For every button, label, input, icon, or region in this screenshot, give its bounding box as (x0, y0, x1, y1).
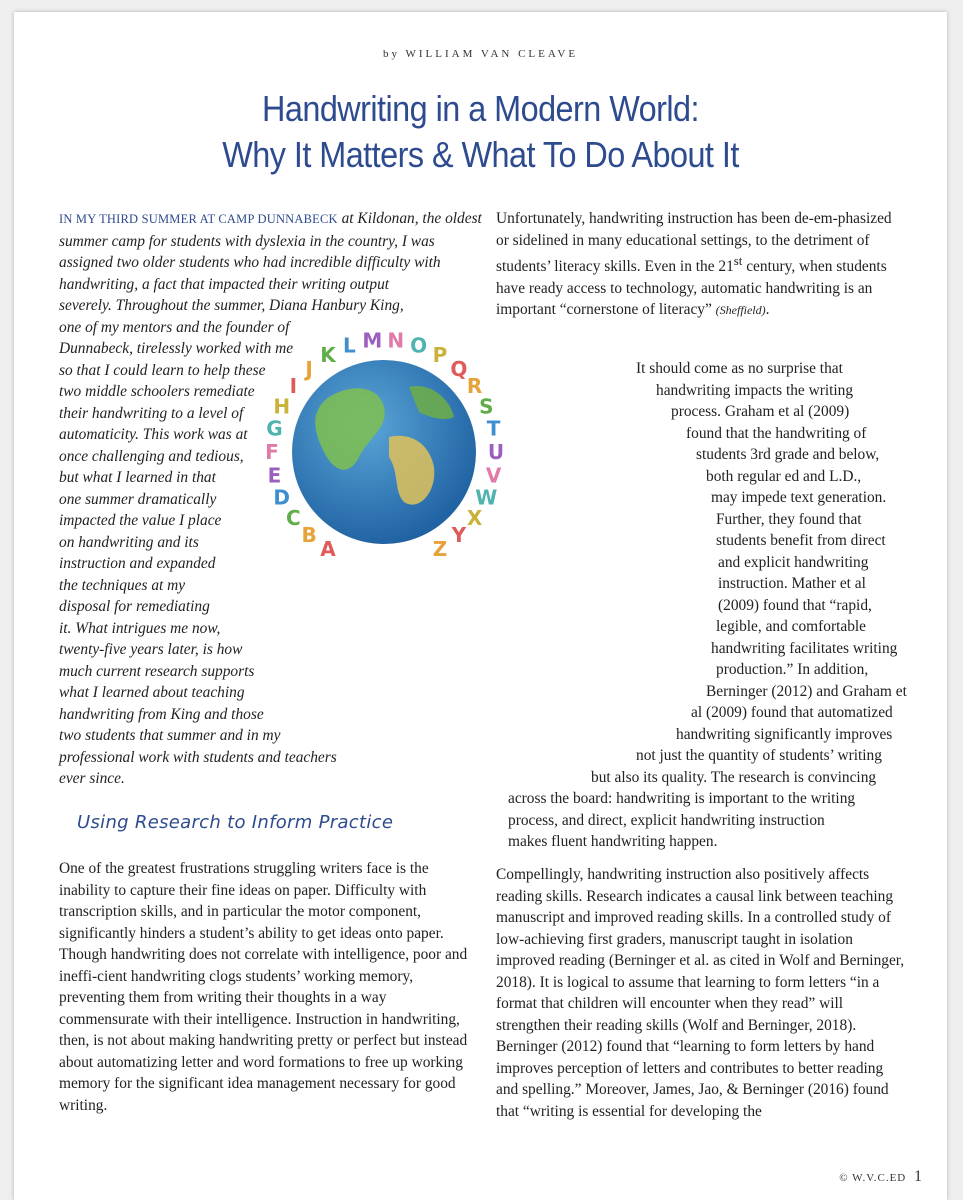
globe-alphabet-illustration (259, 327, 509, 577)
ring-letter: N (387, 328, 405, 353)
intro-line: handwriting from King and those (59, 705, 264, 723)
title-line-1: Handwriting in a Modern World: (261, 88, 700, 129)
intro-line: much current research supports (59, 662, 255, 680)
ring-letter: E (267, 463, 282, 488)
body-paragraph-right-bottom: Compellingly, handwriting instruction also positively affects reading skills. Research indicates a causal link between teaching manuscript and improved reading skills. In a controlled study of low-achieving first graders, manuscript taught in isolation improved reading (Berninger et al. as cited in Wolf and Berninger, 2018). It is logical to assume that learning to form letters “in a format that children will encounter when they read” will strengthen their reading skills (Wolf and Berninger, 2018). Berninger (2012) found that “learning to form letters by hand improves perception of letters and contributes to better reading and spelling.” Moreover, James, Jao, & Berninger (2016) found that “writing is essential for developing the (496, 866, 905, 1120)
intro-line: handwriting, a fact that impacted their writing output (59, 275, 390, 293)
intro-line: impacted the value I place (59, 512, 222, 529)
document-page (14, 12, 947, 1200)
intro-line: professional work with students and teachers (59, 748, 337, 766)
intro-line: two students that summer and in my (59, 727, 281, 744)
intro-line: instruction and expanded (59, 555, 216, 572)
globe-ocean (289, 360, 476, 544)
ring-letter: R (466, 374, 483, 399)
ring-letter: C (286, 505, 301, 530)
intro-line: assigned two older students who had incredible difficulty with (59, 254, 441, 271)
ring-letter: S (479, 394, 494, 419)
ring-letter: Q (450, 356, 468, 381)
ring-letter: W (475, 485, 498, 510)
article-title (61, 86, 901, 178)
ring-letter: I (289, 374, 298, 399)
wrap-line: makes fluent handwriting happen. (508, 833, 718, 850)
body-paragraph-right-top: Unfortunately, handwriting instruction has been de-em-phasized or sidelined in many educational settings, to the detriment of students’ literacy skills. Even in the 21st century, when students have ready access to technology, automatic handwriting is an important “cornerstone of literacy” (Sheffield). (496, 210, 892, 319)
wrap-line: instruction. Mather et al (718, 575, 866, 592)
wrap-line: not just the quantity of students’ writing (636, 747, 882, 764)
wrap-line: found that the handwriting of (686, 424, 867, 442)
body-paragraph-left: One of the greatest frustrations struggling writers face is the inability to capture their fine ideas on paper. Difficulty with transcription skills, and in particular the motor component, significantly hinders a student’s ability to get ideas onto paper. Though handwriting does not correlate with intelligence, poor and ineffi-cient handwriting clogs students’ working memory, preventing them from writing their thoughts in a way commensurate with their intelligence. Instruction in handwriting, then, is not about making handwriting pretty or perfect but instead about automatizing letter and word formations to free up working memory for the significant idea management necessary for good writing. (59, 860, 468, 1114)
wrap-line: across the board: handwriting is important to the writing (508, 790, 856, 807)
ring-letter: T (486, 416, 501, 441)
intro-line: so that I could learn to help these (59, 361, 266, 379)
page-footer (839, 1168, 923, 1186)
intro-line: but what I learned in that (59, 469, 216, 486)
ring-letter: Z (432, 537, 448, 561)
wrap-line: (2009) found that “rapid, (718, 596, 872, 614)
ring-letter: V (485, 463, 502, 488)
body-paragraph-right-wrap (496, 358, 906, 853)
intro-line: one summer dramatically (59, 490, 217, 508)
ring-letter: X (466, 505, 483, 530)
ring-letter: M (362, 328, 383, 353)
ring-letter: P (432, 343, 448, 367)
intro-line: once challenging and tedious, (59, 447, 244, 465)
intro-line: the techniques at my (59, 576, 186, 594)
wrap-line: students benefit from direct (716, 532, 886, 549)
intro-line: ever since. (59, 770, 125, 787)
ring-letter: B (301, 523, 317, 548)
intro-line: severely. Throughout the summer, Diana Hanbury King, (59, 297, 404, 314)
intro-line: Dunnabeck, tirelessly worked with me (59, 340, 294, 357)
intro-line: their handwriting to a level of (59, 404, 244, 422)
ring-letter: U (487, 440, 505, 464)
ring-letter: G (266, 416, 283, 441)
ring-letter: H (273, 394, 291, 419)
wrap-line: production.” In addition, (716, 661, 869, 678)
title-line-2: Why It Matters & What To Do About It (222, 134, 739, 175)
wrap-line: may impede text generation. (711, 489, 887, 506)
wrap-line: handwriting significantly improves (676, 725, 893, 743)
intro-line: it. What intrigues me now, (59, 619, 221, 637)
wrap-line: al (2009) found that automatized (691, 704, 893, 721)
wrap-line: Further, they found that (716, 510, 862, 528)
ring-letter: L (343, 333, 356, 358)
ring-letter: D (273, 485, 291, 510)
ring-letter: O (410, 333, 428, 358)
page-number: 1 (914, 1168, 923, 1185)
ring-letter: Y (451, 523, 467, 548)
wrap-line: process, and direct, explicit handwriting instruction (508, 811, 825, 829)
wrap-line: It should come as no surprise that (636, 360, 843, 377)
ring-letter: A (320, 537, 336, 561)
wrap-line: but also its quality. The research is convincing (591, 768, 877, 786)
wrap-line: students 3rd grade and below, (696, 446, 880, 463)
intro-first-line: IN MY THIRD SUMMER AT CAMP DUNNABECK at Kildonan, the oldest (59, 210, 482, 227)
wrap-line: process. Graham et al (2009) (671, 403, 850, 420)
ring-letter: F (265, 440, 279, 464)
intro-line: automaticity. This work was at (59, 426, 248, 443)
intro-line: two middle schoolers remediate (59, 383, 255, 400)
ring-letter: J (305, 356, 313, 381)
copyright: © W.V.C.ED (839, 1172, 907, 1184)
intro-line: on handwriting and its (59, 533, 199, 551)
intro-line: summer camp for students with dyslexia in the country, I was (59, 232, 435, 250)
wrap-line: Berninger (2012) and Graham et (706, 682, 907, 700)
intro-line: one of my mentors and the founder of (59, 318, 290, 336)
wrap-line: handwriting impacts the writing (656, 381, 854, 399)
byline: by WILLIAM VAN CLEAVE (382, 48, 579, 60)
intro-line: twenty-five years later, is how (59, 641, 243, 658)
intro-line: what I learned about teaching (59, 684, 245, 701)
ring-letter: K (320, 343, 336, 367)
wrap-line: handwriting facilitates writing (711, 639, 898, 657)
lead-caps: IN MY THIRD SUMMER AT CAMP DUNNABECK (59, 212, 338, 226)
wrap-line: and explicit handwriting (718, 553, 869, 571)
intro-line: disposal for remediating (59, 598, 210, 615)
wrap-line: legible, and comfortable (716, 618, 866, 635)
wrap-line: both regular ed and L.D., (706, 467, 862, 485)
section-heading: Using Research to Inform Practice (77, 812, 394, 833)
